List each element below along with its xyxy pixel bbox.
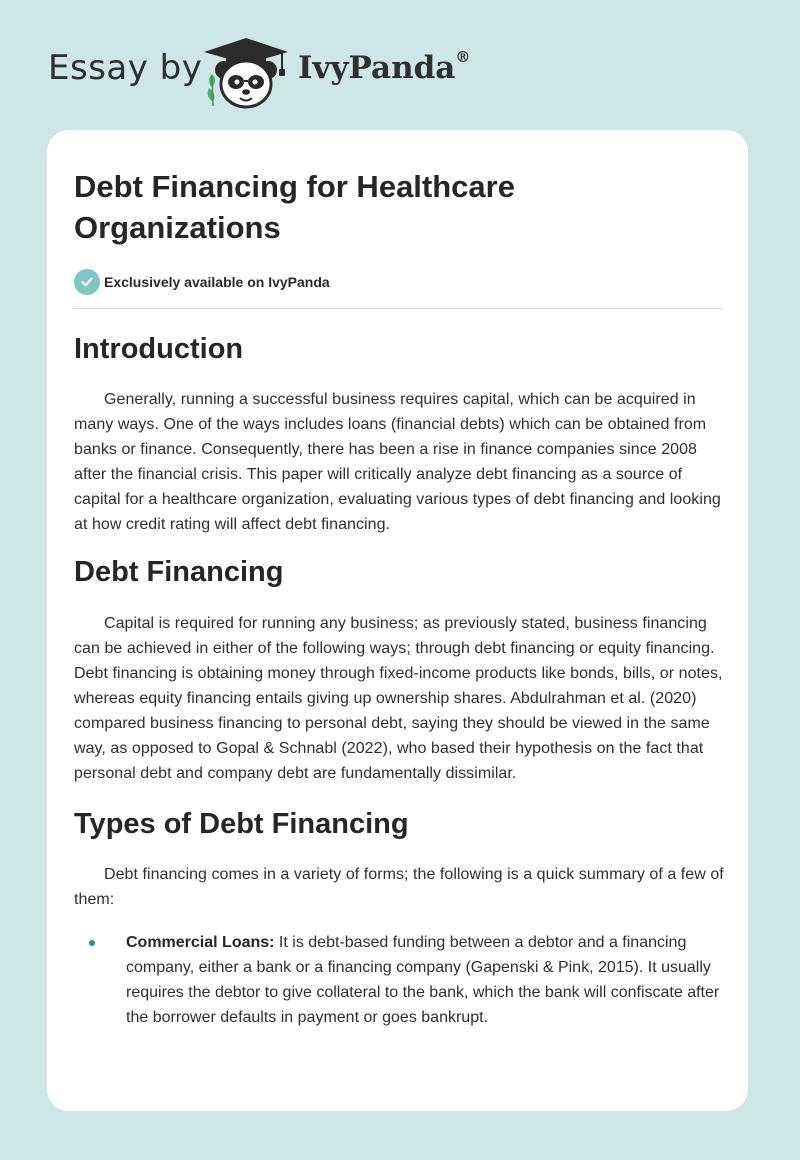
exclusive-badge <box>74 268 724 296</box>
section-paragraph-types-of-debt-financing: Debt financing comes in a variety of forms; the following is a quick summary of a few of them: <box>74 866 724 908</box>
section-paragraph-introduction: Generally, running a successful business requires capital, which can be acquired in many ways. One of the ways includes loans (financial debts) which can be obtained from banks or finance. Consequently, there has been a rise in finance companies since 2008 after the financial crisis. This paper will critically analyze debt financing as a source of capital for a healthcare organization, evaluating various types of debt financing and looking at how credit rating will affect debt financing. <box>74 391 721 533</box>
panda-graduation-cap-icon[interactable] <box>200 36 292 110</box>
section-paragraph-debt-financing: Capital is required for running any business; as previously stated, business financing can be achieved in either of the following ways; through debt financing or equity financing. Debt financing is obtaining money through fixed-income products like bonds, bills, or notes, whereas equity financing entails giving up ownership shares. Abdulrahman et al. (2020) compared business financing to personal debt, saying they should be viewed in the same way, as opposed to Gopal & Schnabl (2022), who based their hypothesis on the fact that personal debt and company debt are fundamentally dissimilar. <box>74 615 723 782</box>
check-circle-icon <box>74 269 100 295</box>
section-heading-types-of-debt-financing: Types of Debt Financing <box>74 808 409 840</box>
debt-types-list <box>74 930 724 1030</box>
divider <box>74 308 723 309</box>
bullet-icon <box>89 940 95 946</box>
section-heading-introduction: Introduction <box>74 333 244 365</box>
exclusive-badge-label: Exclusively available on IvyPanda <box>104 274 330 290</box>
list-item <box>74 930 724 1030</box>
section-heading-debt-financing: Debt Financing <box>74 556 284 588</box>
registered-mark: ® <box>455 48 471 66</box>
bullet-text: It is debt-based funding between a debtor and a financing company, either a bank or a financing company (Gapenski & Pink, 2015). It usually requires the debtor to give collateral to the bank, which the bank will confiscate after the borrower defaults in payment or goes bankrupt. <box>126 934 720 1026</box>
essay-card <box>47 130 748 1111</box>
page-title: Debt Financing for Healthcare Organizations <box>74 169 515 245</box>
brand-prefix: Essay by <box>48 48 203 88</box>
brand-name[interactable]: IvyPanda® <box>298 48 471 86</box>
bullet-term: Commercial Loans: <box>126 934 275 951</box>
site-header <box>0 0 800 128</box>
